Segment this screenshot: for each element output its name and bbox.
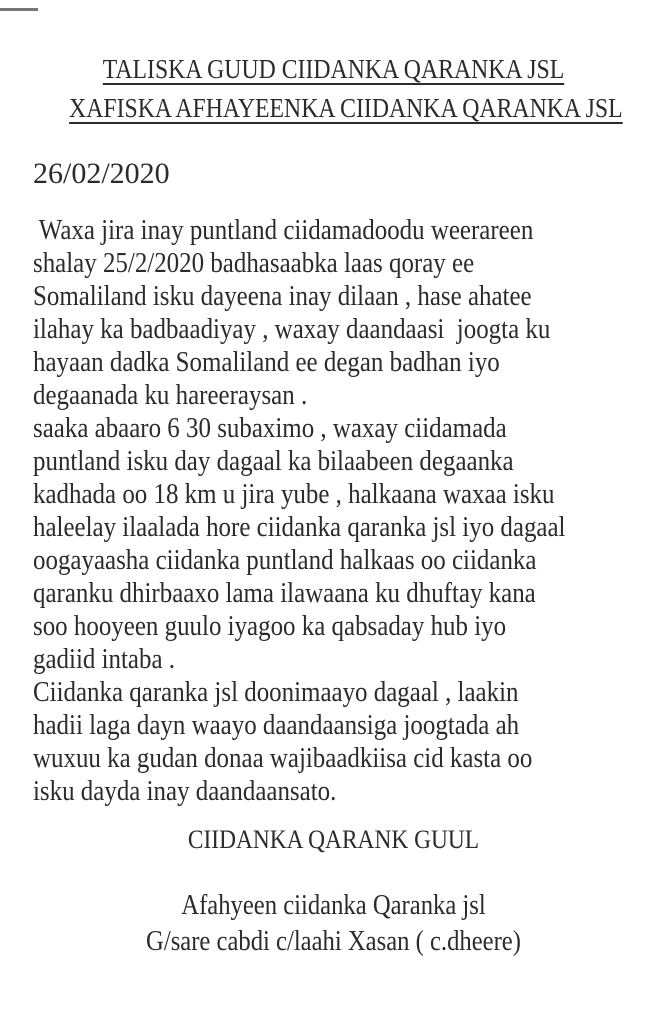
scan-artifact-mark <box>0 8 38 11</box>
document-title-line: TALISKA GUUD CIIDANKA QARANKA JSL <box>102 54 565 84</box>
statement-body-line: qaranku dhirbaaxo lama ilawaana ku dhuftay kana <box>33 577 536 609</box>
statement-body-line: hayaan dadka Somaliland ee degan badhan iyo <box>33 346 500 378</box>
statement-body <box>33 214 634 808</box>
document-date: 26/02/2020 <box>33 157 170 190</box>
signature-line: Afahyeen ciidanka Qaranka jsl <box>181 890 486 921</box>
statement-body-line: gadiid intaba . <box>33 643 175 675</box>
statement-body-line: Waxa jira inay puntland ciidamadoodu weerareen <box>33 214 534 246</box>
statement-body-line: oogayaasha ciidanka puntland halkaas oo ciidanka <box>33 544 537 576</box>
signature <box>33 888 634 960</box>
statement-body-line: haleelay ilaalada hore ciidanka qaranka jsl iyo dagaal <box>33 511 566 543</box>
statement-body-line: ilahay ka badbaadiyay , waxay daandaasi joogta ku <box>33 313 551 345</box>
statement-body-line: wuxuu ka gudan donaa wajibaadkiisa cid kasta oo <box>33 742 533 774</box>
signoff-slogan: CIIDANKA QARANK GUUL <box>187 825 480 854</box>
statement-body-line: hadii laga dayn waayo daandaansiga joogtada ah <box>33 709 520 741</box>
document-title-line: XAFISKA AFHAYEENKA CIIDANKA QARANKA JSL <box>69 93 623 123</box>
statement-body-line: Somaliland isku dayeena inay dilaan , hase ahatee <box>33 280 532 312</box>
statement-body-line: puntland isku day dagaal ka bilaabeen degaanka <box>33 445 514 477</box>
statement-body-line: shalay 25/2/2020 badhasaabka laas qoray ee <box>33 247 475 279</box>
statement-body-line: soo hooyeen guulo iyagoo ka qabsaday hub iyo <box>33 610 507 642</box>
statement-body-line: Ciidanka qaranka jsl doonimaayo dagaal , laakin <box>33 676 519 708</box>
statement-body-line: degaanada ku hareeraysan . <box>33 379 308 411</box>
statement-body-line: kadhada oo 18 km u jira yube , halkaana waxaa isku <box>33 478 555 510</box>
signature-line: G/sare cabdi c/laahi Xasan ( c.dheere) <box>146 926 521 957</box>
statement-body-line: isku dayda inay daandaansato. <box>33 775 337 807</box>
document-title <box>33 50 634 128</box>
statement-body-line: saaka abaaro 6 30 subaximo , waxay ciidamada <box>33 412 507 444</box>
